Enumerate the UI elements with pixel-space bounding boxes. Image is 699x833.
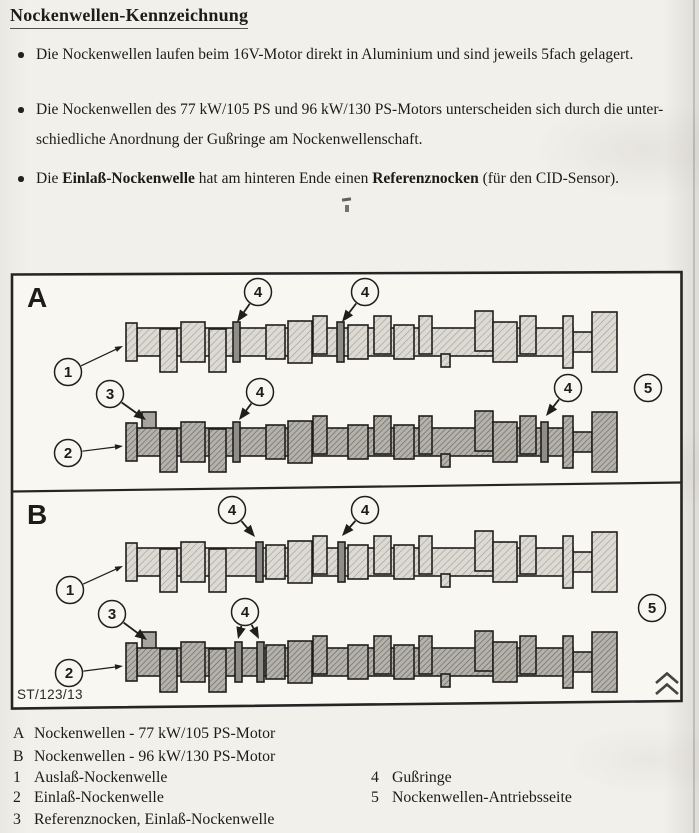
legend-row: [371, 789, 572, 809]
cast-ring: [256, 542, 263, 582]
end-journal: [126, 643, 137, 681]
bearing-journal: [493, 422, 517, 462]
shaft-neck: [573, 652, 592, 672]
end-journal: [126, 543, 137, 581]
cam-lobe: [419, 636, 432, 674]
callout-number: 4: [255, 384, 265, 402]
bearing-journal: [181, 422, 205, 462]
legend-key: 2: [13, 789, 21, 806]
cam-lobe: [313, 416, 327, 454]
legend-key: 1: [13, 768, 21, 786]
bearing-journal: [288, 421, 312, 463]
timing-notch: [441, 454, 450, 467]
panel-a-label: A: [27, 282, 48, 313]
cam-lobe: [209, 329, 226, 372]
sensor-disc: [563, 536, 573, 588]
bullet-item: [36, 164, 691, 194]
callout-number: 4: [253, 284, 263, 302]
cam-lobe: [160, 429, 177, 472]
callout-number: 4: [240, 604, 250, 622]
sensor-disc: [563, 316, 573, 368]
bearing-journal: [266, 545, 285, 579]
callout-5: [635, 375, 662, 402]
bearing-journal: [181, 542, 205, 582]
callout-number: 4: [360, 502, 370, 520]
drive-end: [592, 532, 617, 592]
bearing-journal: [266, 325, 285, 359]
cam-lobe: [374, 536, 391, 574]
cam-lobe: [160, 549, 177, 592]
cam-lobe: [160, 329, 177, 372]
legend-text: Einlaß-Nockenwelle: [34, 789, 164, 806]
bearing-journal: [394, 325, 414, 359]
shaft-neck: [573, 552, 592, 572]
cast-ring: [257, 642, 264, 682]
legend-key: A: [13, 725, 25, 742]
legend-row: [13, 811, 274, 831]
cam-lobe: [313, 316, 327, 354]
bearing-journal: [394, 545, 414, 579]
bearing-journal: [288, 641, 312, 683]
bearing-journal: [288, 541, 312, 583]
bearing-journal: [348, 645, 368, 679]
timing-notch: [441, 574, 450, 587]
legend-row: [13, 748, 275, 768]
legend-text: Gußringe: [392, 768, 452, 786]
callout-number: 4: [563, 380, 573, 398]
bullet-text-line: Die Nockenwellen des 77 kW/105 PS und 96 kW/130 PS-Motors unterscheiden sich durch die unter-: [36, 101, 664, 118]
cam-lobe: [313, 636, 327, 674]
end-journal: [126, 423, 137, 461]
sensor-disc: [563, 636, 573, 688]
legend-text: Nockenwellen - 77 kW/105 PS-Motor: [34, 725, 276, 742]
cam-lobe: [520, 636, 536, 674]
callout-number: 4: [360, 284, 370, 302]
scan-smudge: [341, 198, 353, 212]
bearing-journal: [493, 542, 517, 582]
cam-lobe: [313, 536, 327, 574]
cast-ring: [233, 422, 240, 462]
cast-ring: [235, 642, 242, 682]
bullet-dot: [18, 52, 24, 58]
cam-lobe: [374, 316, 391, 354]
timing-notch: [441, 674, 450, 687]
bearing-journal: [493, 322, 517, 362]
bearing-journal: [493, 642, 517, 682]
cast-ring: [541, 422, 548, 462]
legend-row: [13, 789, 164, 809]
legend-text: Nockenwellen-Antriebsseite: [392, 789, 572, 806]
cam-lobe: [475, 631, 493, 671]
callout-5: [639, 595, 666, 622]
cam-lobe: [209, 649, 226, 692]
cast-ring: [338, 542, 345, 582]
legend-key: 3: [13, 810, 21, 828]
callout-number: 1: [63, 364, 73, 382]
legend-text: Nockenwellen - 96 kW/130 PS-Motor: [34, 747, 276, 765]
legend-key: 5: [371, 789, 379, 806]
bullet-dot: [18, 176, 24, 182]
cam-lobe: [419, 536, 432, 574]
callout-number: 1: [65, 582, 75, 600]
cam-lobe: [475, 531, 493, 571]
cam-lobe: [520, 316, 536, 354]
bearing-journal: [288, 321, 312, 363]
camshaft-figure: [10, 270, 684, 710]
page-title: Nockenwellen-Kennzeichnung: [10, 5, 248, 29]
bearing-journal: [181, 642, 205, 682]
sensor-disc: [563, 416, 573, 468]
bullet-item: [36, 95, 691, 155]
legend-text: Referenznocken, Einlaß-Nockenwelle: [34, 810, 275, 828]
legend-row: [371, 769, 452, 789]
cam-lobe: [475, 411, 493, 451]
cam-lobe: [374, 636, 391, 674]
cam-lobe: [419, 316, 432, 354]
drive-end: [592, 412, 617, 472]
cam-lobe: [520, 536, 536, 574]
bearing-journal: [266, 425, 285, 459]
legend-row: [13, 769, 167, 789]
cam-lobe: [209, 549, 226, 592]
callout-number: 3: [105, 386, 115, 404]
cam-lobe: [419, 416, 432, 454]
camshaft-diagram: [10, 270, 684, 710]
shaft-neck: [573, 332, 592, 352]
cast-ring: [233, 322, 240, 362]
figure-reference: ST/123/13: [17, 687, 83, 702]
cam-lobe: [374, 416, 391, 454]
bearing-journal: [181, 322, 205, 362]
bullet-item: [36, 40, 691, 70]
callout-number: 2: [63, 445, 73, 463]
timing-notch: [441, 354, 450, 367]
bullet-text-line: Die Einlaß-Nockenwelle hat am hinteren Ende einen Referenznocken (für den CID-Sensor).: [36, 170, 620, 187]
cam-lobe: [209, 429, 226, 472]
drive-end: [592, 632, 617, 692]
bearing-journal: [348, 425, 368, 459]
bearing-journal: [348, 545, 368, 579]
panel-b-label: B: [27, 499, 48, 530]
cast-ring: [337, 322, 344, 362]
shaft-neck: [573, 432, 592, 452]
cam-lobe: [520, 416, 536, 454]
bearing-journal: [348, 325, 368, 359]
bullet-dot: [18, 107, 24, 113]
legend-key: 4: [371, 768, 379, 786]
bearing-journal: [266, 645, 285, 679]
legend-key: B: [13, 747, 24, 765]
callout-number: 4: [227, 502, 237, 520]
legend-row: [13, 725, 275, 745]
end-journal: [126, 323, 137, 361]
callout-number: 5: [647, 600, 657, 618]
callout-number: 2: [64, 665, 74, 683]
legend-text: Auslaß-Nockenwelle: [34, 768, 168, 786]
bullet-text-line: Die Nockenwellen laufen beim 16V-Motor direkt in Aluminium und sind jeweils 5fach gelagert.: [36, 46, 634, 63]
drive-end: [592, 312, 617, 372]
bullet-text-line: schiedliche Anordnung der Gußringe am Nockenwellenschaft.: [36, 131, 423, 148]
cam-lobe: [160, 649, 177, 692]
bearing-journal: [394, 645, 414, 679]
bearing-journal: [394, 425, 414, 459]
callout-number: 5: [643, 380, 653, 398]
cam-lobe: [475, 311, 493, 351]
callout-number: 3: [107, 606, 117, 624]
